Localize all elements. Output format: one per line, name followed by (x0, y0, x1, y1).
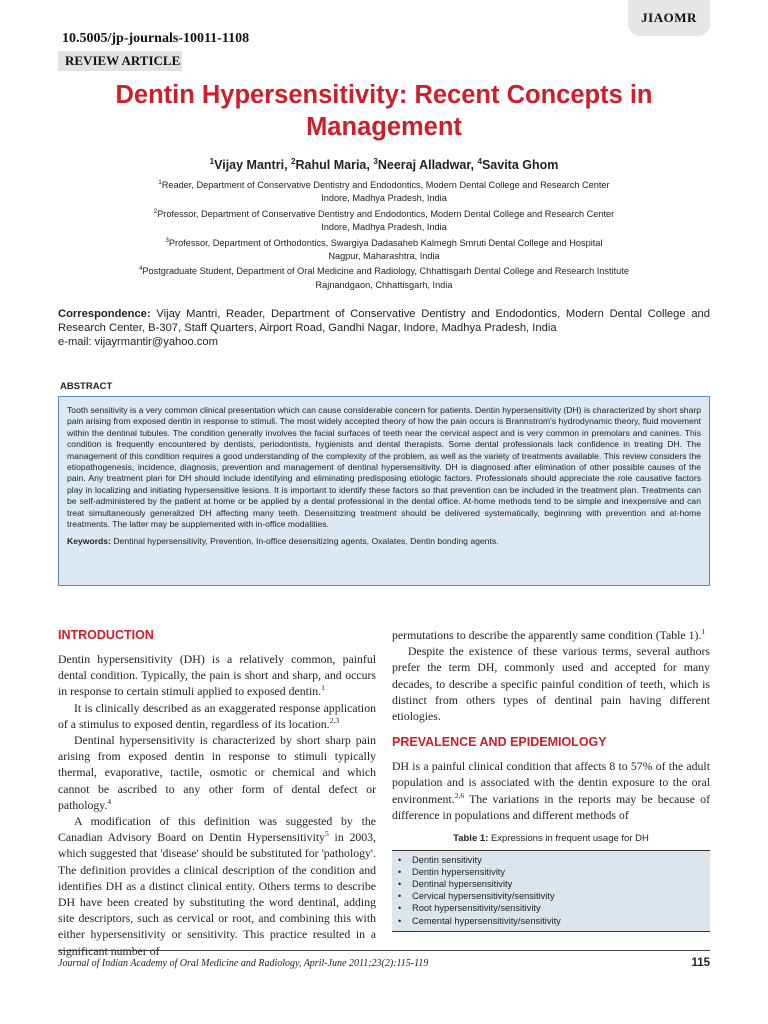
paragraph-text: Dentinal hypersensitivity is characterized by short sharp pain arising from exposed dentin in response to stimuli typically thermal, evaporative, tactile, osmotic or chemical and which cannot be ascribed to any other form of dental defect or pathology. (58, 733, 376, 812)
paragraph (58, 700, 376, 732)
footer-citation: Journal of Indian Academy of Oral Medicine and Radiology, April-June 2011;23(2):115-119 (58, 958, 429, 969)
affiliation-ref: 1 (158, 179, 162, 186)
correspondence-text: Vijay Mantri, Reader, Department of Conservative Dentistry and Endodontics, Modern Dental College and Research Center, B-307, Staff Quarters, Airport Road, Gandhi Nagar, Indore, Madhya Pradesh, India (58, 308, 710, 334)
table-label: Table 1: (453, 833, 489, 845)
author-name: Vijay Mantri (214, 158, 285, 172)
affiliation-line: Indore, Madhya Pradesh, India (321, 193, 447, 204)
table-1 (392, 850, 710, 932)
keywords-label: Keywords: (67, 536, 111, 547)
author-name: Neeraj Alladwar (377, 158, 471, 172)
citation-ref: 1 (701, 627, 706, 637)
table-caption-text: Expressions in frequent usage for DH (490, 833, 649, 845)
citation-ref: 2,3 (329, 715, 340, 725)
citation-ref: 5 (325, 829, 329, 839)
affiliation-ref: 3 (165, 237, 169, 244)
article-title: Dentin Hypersensitivity: Recent Concepts in Management (115, 81, 653, 141)
paragraph (392, 758, 710, 823)
affiliation (100, 237, 668, 264)
citation-ref: 2,6 (454, 790, 465, 800)
abstract-heading: ABSTRACT (60, 381, 113, 392)
affiliation (100, 208, 668, 235)
correspondence-label: Correspondence: (58, 308, 151, 320)
affiliations (100, 179, 668, 294)
affiliation-line: Postgraduate Student, Department of Oral Medicine and Radiology, Chhattisgarh Dental College and Research Institute (142, 266, 629, 277)
affiliation-ref: 4 (139, 266, 143, 273)
list-item: • Dentinal hypersensitivity (398, 878, 710, 890)
author-name: Savita Ghom (481, 158, 559, 172)
footer-divider (58, 950, 710, 951)
affiliation-line: Professor, Department of Orthodontics, Swargiya Dadasaheb Kalmegh Smruti Dental College and Hospital (168, 237, 603, 248)
paragraph (392, 627, 710, 643)
author-ref: 2 (291, 156, 296, 166)
author-name: Rahul Maria (295, 158, 367, 172)
citation-ref: 1 (321, 683, 325, 693)
affiliation-line: Reader, Department of Conservative Dentistry and Endodontics, Modern Dental College and Research Center (161, 180, 610, 190)
paragraph-text: in 2003, which suggested that 'disease' should be substituted for 'pathology'. The definition provides a clinical description of the condition and identifies DH as a distinct clinical entity. Others terms to describe DH have been created by substituting the word dentinal, adding site descriptors, such as cervical or root, and combining this with either hypersensitivity or sensitivity. This practice resulted in a significant number of (58, 830, 376, 958)
author-ref: 3 (373, 156, 378, 166)
section-heading-introduction: INTRODUCTION (58, 628, 154, 642)
affiliation-line: Professor, Department of Conservative Dentistry and Endodontics, Modern Dental College and Research Center (157, 208, 615, 219)
author-ref: 4 (477, 156, 482, 166)
affiliation (100, 179, 668, 206)
paragraph-text: Dentin hypersensitivity (DH) is a relatively common, painful dental condition. Typically, the pain is short and sharp, and occurs in response to certain stimuli applied to exposed dentin. (58, 652, 376, 699)
doi: 10.5005/jp-journals-10011-1108 (62, 31, 250, 46)
affiliation-line: Nagpur, Maharashtra, India (328, 251, 440, 262)
paragraph (58, 651, 376, 700)
table-caption (392, 833, 710, 844)
keywords-text: Dentinal hypersensitivity, Prevention, In-office desensitizing agents, Oxalates, Dentin bonding agents. (113, 536, 499, 547)
list-item: • Dentin hypersensitivity (398, 866, 710, 878)
paragraph-text: DH is a painful clinical condition that affects 8 to 57% of the adult population and is associated with the dentin exposure to the oral environment. (392, 759, 710, 806)
affiliation-line: Indore, Madhya Pradesh, India (321, 222, 447, 233)
author-list: $^1$Vijay Mantri, $^2$Rahul Maria, $^3$Neeraj Alladwar, $^4$Savita Ghom (209, 156, 559, 172)
right-column (392, 627, 710, 932)
paragraph-text: A modification of this definition was suggested by the Canadian Advisory Board on Dentin Hypersensitivity (58, 814, 376, 845)
paragraph (58, 732, 376, 813)
correspondence-email: e-mail: vijayrmantir@yahoo.com (58, 336, 218, 348)
affiliation-line: Rajnandgaon, Chhattisgarh, India (315, 279, 453, 290)
list-item: • Dentin sensitivity (398, 854, 710, 866)
journal-tag: JIAOMR (628, 0, 710, 36)
abstract-box (58, 396, 710, 586)
list-item: • Root hypersensitivity/sensitivity (398, 902, 710, 914)
paragraph-text: It is clinically described as an exaggerated response application of a stimulus to exposed dentin, regardless of its location. (58, 700, 376, 731)
correspondence (58, 307, 710, 349)
paragraph-text: permutations to describe the apparently same condition (Table 1). (392, 628, 702, 642)
article-type-badge: REVIEW ARTICLE (58, 51, 182, 71)
abstract-text: Tooth sensitivity is a very common clinical presentation which can cause considerable concern for patients. Dentin hypersensitivity (DH) is characterized by short sharp pain arising from exposed dentin in response to stimuli. The most widely accepted theory of how the pain occurs is Brannstrom's hydrodynamic theory, fluid movement within the dentinal tubules. The condition generally involves the facial surfaces of teeth near the cervical aspect and is very common in premolars and canines. This condition is frequently encountered by dentists, periodontists, hygienists and dental therapists. Some dental professionals lack confidence in treating DH. The management of this condition requires a good understanding of the complexity of the problem, as well as the variety of treatments available. This review considers the etiopathogenesis, incidence, diagnosis, prevention and management of dentinal hypersensitivity. DH is diagnosed after elimination of other possible causes of the pain. Any treatment plan for DH should include identifying and eliminating predisposing etiologic factors. Professionals should appreciate the role causative factors play in localizing and initiating hypersensitive lesions. It is important to identify these factors so that prevention can be included in the treatment plan. Treatments can be self-administered by the patient at home or be applied by a dental professional in the dental office. At-home methods tend to be simple and inexpensive and can treat simultaneously generalized DH affecting many teeth. Desensitizing treatment should be delivered systematically, beginning with prevention and at-home treatments. The latter may be supplemented with in-office modalities. (67, 405, 701, 530)
affiliation-ref: 2 (153, 208, 158, 215)
left-column (58, 627, 376, 959)
citation-ref: 4 (107, 796, 112, 806)
list-item: • Cervical hypersensitivity/sensitivity (398, 890, 710, 902)
section-heading-prevalence: PREVALENCE AND EPIDEMIOLOGY (392, 735, 607, 750)
page-number: 115 (691, 957, 710, 969)
paragraph: Despite the existence of these various terms, several authors prefer the term DH, commonly used and accepted for many decades, to describe a specific painful condition of teeth, which is distinct from others types of dentinal pain having different etiologies. (392, 644, 710, 724)
list-item: • Cemental hypersensitivity/sensitivity (398, 915, 710, 927)
keywords (67, 536, 701, 547)
affiliation (100, 265, 668, 292)
author-ref: 1 (209, 156, 215, 166)
paragraph (58, 813, 376, 959)
paragraph-text: The variations in the reports may be because of difference in populations and different methods of (392, 791, 710, 822)
